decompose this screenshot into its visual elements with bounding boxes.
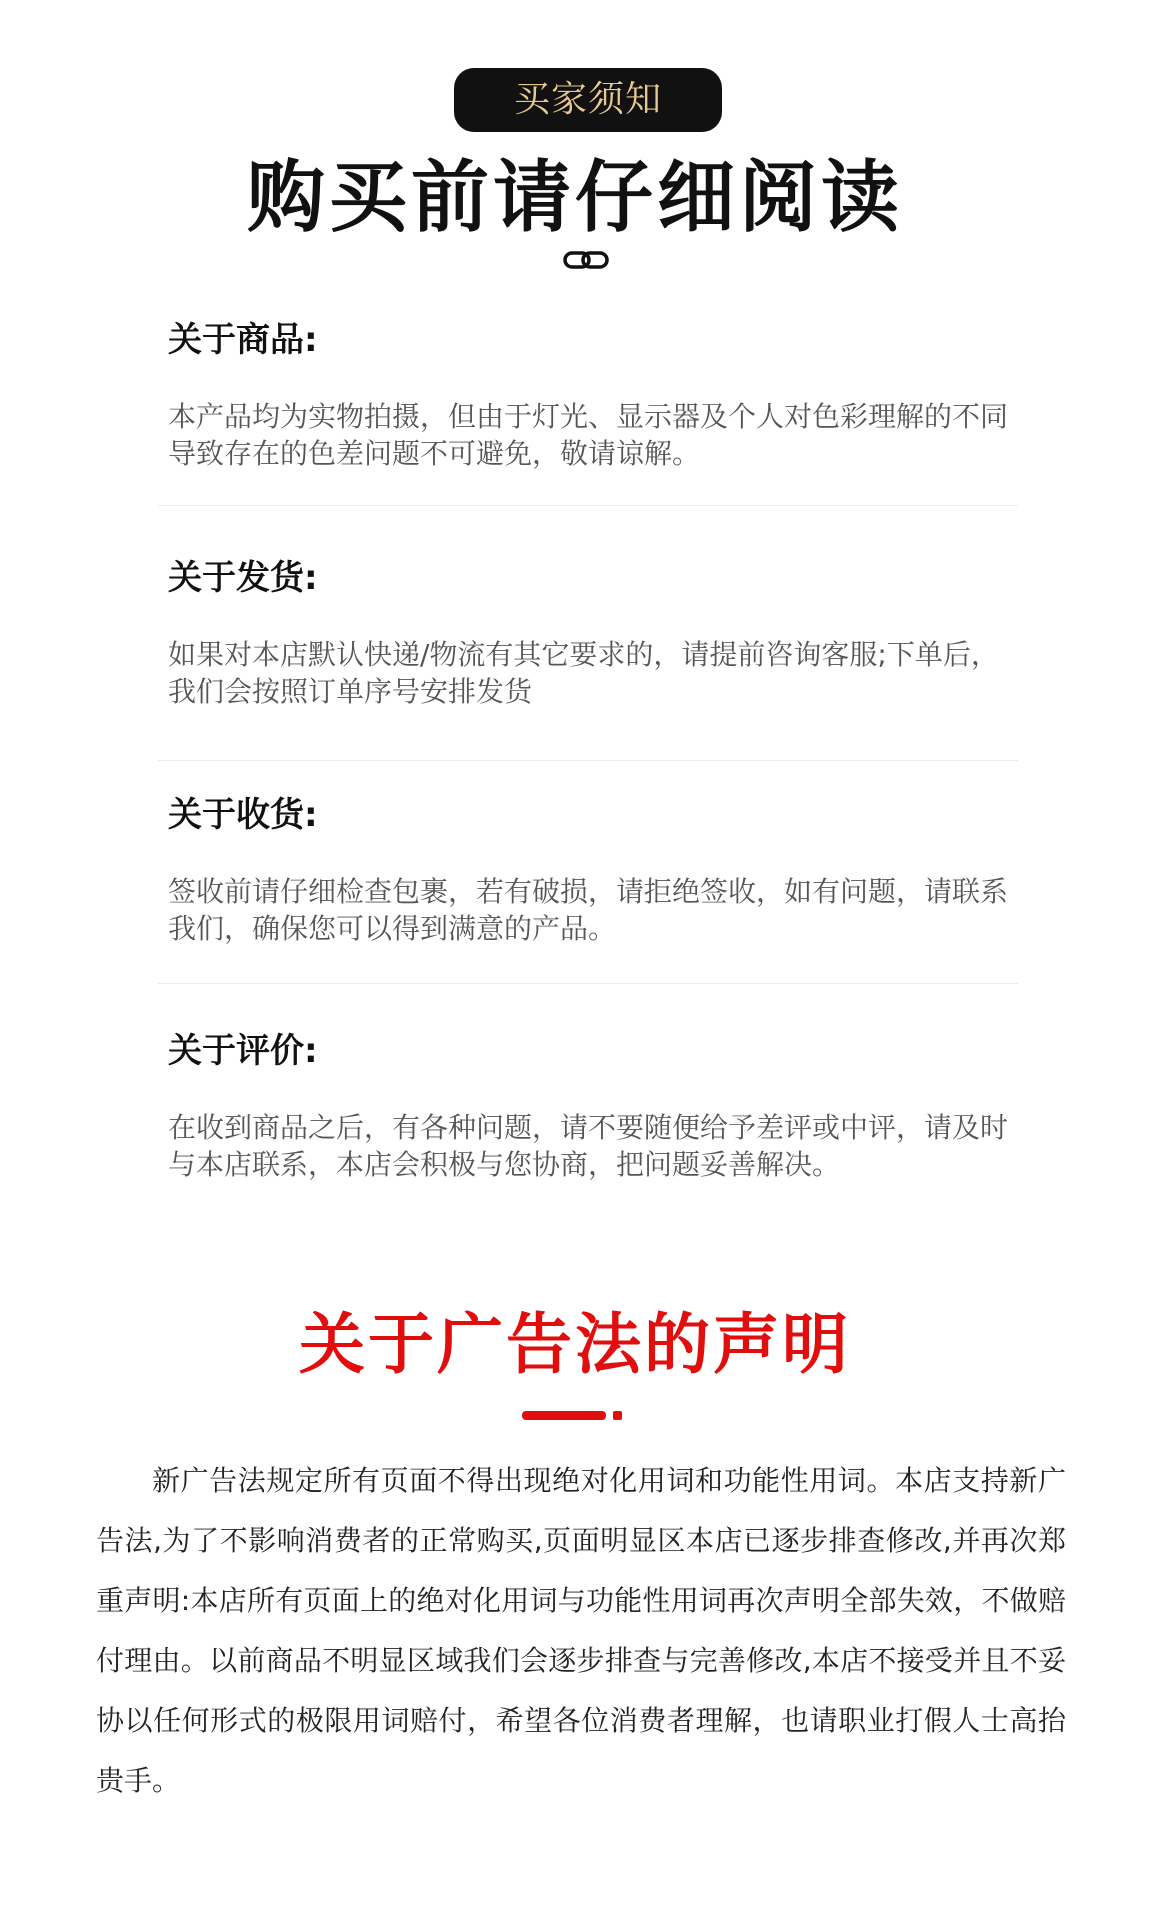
section-heading: 关于商品: (168, 320, 318, 360)
section-receiving (168, 795, 1018, 947)
section-divider (158, 760, 1018, 761)
section-divider (158, 983, 1018, 984)
ad-law-title: 关于广告法的声明 (299, 1306, 851, 1383)
ad-law-statement: 新广告法规定所有页面不得出现绝对化用词和功能性用词。本店支持新广告法,为了不影响消费者的正常购买,页面明显区本店已逐步排查修改,并再次郑重声明:本店所有页面上的绝对化用词与功能性用词再次声明全部失效，不做赔付理由。以前商品不明显区域我们会逐步排查与完善修改,本店不接受并且不妥协以任何形式的极限用词赔付，希望各位消费者理解，也请职业打假人士高抬贵手。 (96, 1464, 1066, 1797)
section-heading: 关于发货: (168, 558, 318, 598)
title-underline-dot (613, 1411, 622, 1420)
section-body: 本产品均为实物拍摄，但由于灯光、显示器及个人对色彩理解的不同导致存在的色差问题不可避免，敬请谅解。 (168, 400, 1009, 470)
section-review (168, 1031, 1018, 1183)
section-body: 签收前请仔细检查包裹，若有破损，请拒绝签收，如有问题，请联系我们，确保您可以得到满意的产品。 (168, 875, 1009, 945)
buyer-notice-badge: 买家须知 (454, 68, 722, 132)
link-icon (563, 250, 609, 270)
section-shipping (168, 558, 1018, 710)
section-product (168, 320, 1018, 472)
section-heading: 关于评价: (168, 1031, 318, 1071)
section-heading: 关于收货: (168, 795, 318, 835)
page-title: 购买前请仔细阅读 (246, 153, 903, 243)
title-underline (522, 1411, 606, 1420)
section-body: 在收到商品之后，有各种问题，请不要随便给予差评或中评，请及时与本店联系，本店会积极与您协商，把问题妥善解决。 (168, 1111, 1009, 1181)
section-body: 如果对本店默认快递/物流有其它要求的，请提前咨询客服;下单后，我们会按照订单序号安排发货 (168, 638, 999, 708)
section-divider (158, 505, 1018, 506)
